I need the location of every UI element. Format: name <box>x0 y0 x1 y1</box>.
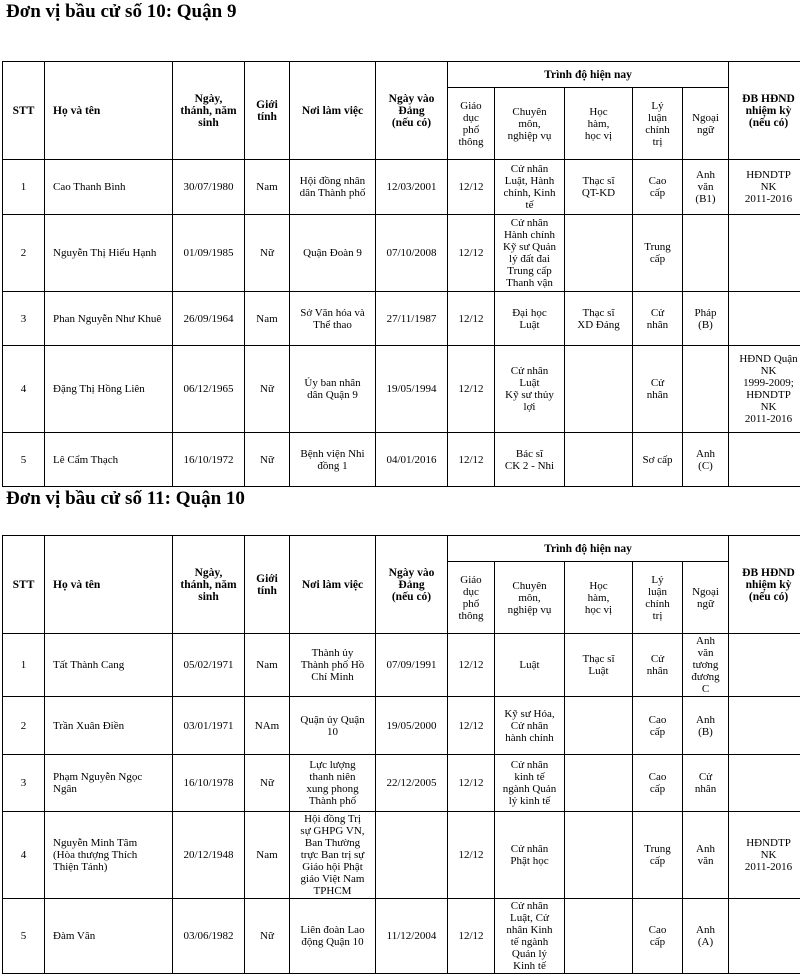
header-ly-luan: Lý luận chính trị <box>633 88 683 160</box>
table-row <box>3 346 800 433</box>
cell-major: Cử nhân Luật, Cử nhân Kinh tế ngành Quản lý Kinh tế <box>495 899 565 974</box>
table-row <box>3 215 800 292</box>
cell-name: Đặng Thị Hồng Liên <box>45 346 173 433</box>
cell-degree <box>565 697 633 755</box>
header-gdpt: Giáo dục phổ thông <box>448 88 495 160</box>
section-title: Đơn vị bầu cử số 10: Quận 9 <box>6 1 236 23</box>
cell-council <box>729 697 800 755</box>
cell-work: Quận Đoàn 9 <box>290 215 376 292</box>
cell-political: Cử nhân <box>633 292 683 346</box>
cell-degree <box>565 215 633 292</box>
cell-party: 19/05/1994 <box>376 346 448 433</box>
header-hoc-ham: Học hàm, học vị <box>565 562 633 634</box>
header-ly-luan: Lý luận chính trị <box>633 562 683 634</box>
cell-gdpt: 12/12 <box>448 433 495 487</box>
cell-political: Sơ cấp <box>633 433 683 487</box>
cell-name: Phan Nguyễn Như Khuê <box>45 292 173 346</box>
cell-dob: 20/12/1948 <box>173 812 245 899</box>
header-ho-ten: Họ và tên <box>45 536 173 634</box>
cell-degree <box>565 812 633 899</box>
cell-work: Quận ủy Quận 10 <box>290 697 376 755</box>
cell-work: Bệnh viện Nhi đồng 1 <box>290 433 376 487</box>
header-ho-ten: Họ và tên <box>45 62 173 160</box>
cell-political: Cao cấp <box>633 755 683 812</box>
cell-gdpt: 12/12 <box>448 215 495 292</box>
cell-dob: 16/10/1972 <box>173 433 245 487</box>
cell-work: Thành ủy Thành phố Hồ Chí Minh <box>290 634 376 697</box>
candidate-table <box>2 61 800 487</box>
cell-gdpt: 12/12 <box>448 697 495 755</box>
cell-party: 07/10/2008 <box>376 215 448 292</box>
cell-party: 12/03/2001 <box>376 160 448 215</box>
header-trinh-do: Trình độ hiện nay <box>448 62 729 88</box>
cell-dob: 30/07/1980 <box>173 160 245 215</box>
table-row <box>3 899 800 974</box>
cell-language: Pháp (B) <box>683 292 729 346</box>
cell-major: Cử nhân Hành chính Kỹ sư Quản lý đất đai Trung cấp Thanh vận <box>495 215 565 292</box>
cell-stt: 3 <box>3 292 45 346</box>
table-row <box>3 755 800 812</box>
header-db-hdnd: ĐB HĐND nhiệm kỳ (nếu có) <box>729 62 800 160</box>
cell-major: Cử nhân Luật Kỹ sư thủy lợi <box>495 346 565 433</box>
cell-stt: 4 <box>3 812 45 899</box>
cell-council: HĐNDTP NK 2011-2016 <box>729 812 800 899</box>
cell-degree <box>565 346 633 433</box>
cell-dob: 03/01/1971 <box>173 697 245 755</box>
cell-language: Anh (B) <box>683 697 729 755</box>
cell-language <box>683 215 729 292</box>
cell-name: Lê Cẩm Thạch <box>45 433 173 487</box>
header-ngay-vao-dang: Ngày vào Đảng (nếu có) <box>376 62 448 160</box>
cell-degree <box>565 755 633 812</box>
table-row <box>3 292 800 346</box>
cell-degree: Thạc sĩ QT-KD <box>565 160 633 215</box>
cell-dob: 16/10/1978 <box>173 755 245 812</box>
cell-name: Nguyễn Minh Tâm (Hòa thượng Thích Thiện Tánh) <box>45 812 173 899</box>
table-row <box>3 812 800 899</box>
cell-stt: 1 <box>3 160 45 215</box>
header-stt: STT <box>3 536 45 634</box>
cell-dob: 05/02/1971 <box>173 634 245 697</box>
cell-council <box>729 755 800 812</box>
cell-work: Hội đồng Trị sự GHPG VN, Ban Thường trực Ban trị sự Giáo hội Phật giáo Việt Nam TPHCM <box>290 812 376 899</box>
cell-name: Nguyễn Thị Hiếu Hạnh <box>45 215 173 292</box>
header-db-hdnd: ĐB HĐND nhiệm kỳ (nếu có) <box>729 536 800 634</box>
cell-language: Anh văn <box>683 812 729 899</box>
cell-language: Anh văn (B1) <box>683 160 729 215</box>
cell-name: Tất Thành Cang <box>45 634 173 697</box>
cell-gender: NAm <box>245 697 290 755</box>
cell-stt: 2 <box>3 215 45 292</box>
cell-dob: 26/09/1964 <box>173 292 245 346</box>
header-gioi-tinh: Giới tính <box>245 536 290 634</box>
cell-major: Kỹ sư Hóa, Cử nhân hành chính <box>495 697 565 755</box>
cell-work: Hội đồng nhân dân Thành phố <box>290 160 376 215</box>
cell-gender: Nữ <box>245 215 290 292</box>
cell-work: Liên đoàn Lao động Quận 10 <box>290 899 376 974</box>
cell-work: Ủy ban nhân dân Quận 9 <box>290 346 376 433</box>
header-ngoai-ngu: Ngoại ngữ <box>683 562 729 634</box>
cell-gender: Nam <box>245 812 290 899</box>
cell-gdpt: 12/12 <box>448 634 495 697</box>
cell-council: HĐND Quận NK 1999-2009; HĐNDTP NK 2011-2016 <box>729 346 800 433</box>
header-noi-lam-viec: Nơi làm việc <box>290 62 376 160</box>
cell-political: Cao cấp <box>633 697 683 755</box>
cell-language <box>683 346 729 433</box>
cell-dob: 03/06/1982 <box>173 899 245 974</box>
cell-work: Sở Văn hóa và Thể thao <box>290 292 376 346</box>
cell-gender: Nam <box>245 634 290 697</box>
cell-party: 11/12/2004 <box>376 899 448 974</box>
cell-work: Lực lượng thanh niên xung phong Thành phố <box>290 755 376 812</box>
cell-council <box>729 899 800 974</box>
section-title: Đơn vị bầu cử số 11: Quận 10 <box>6 488 245 510</box>
cell-major: Cử nhân kinh tế ngành Quản lý kinh tế <box>495 755 565 812</box>
header-ngay-sinh: Ngày, thánh, năm sinh <box>173 536 245 634</box>
cell-gender: Nam <box>245 160 290 215</box>
candidate-table <box>2 535 800 974</box>
cell-gender: Nữ <box>245 346 290 433</box>
cell-name: Đàm Vân <box>45 899 173 974</box>
cell-gdpt: 12/12 <box>448 292 495 346</box>
cell-gdpt: 12/12 <box>448 160 495 215</box>
cell-language: Anh văn tương đương C <box>683 634 729 697</box>
cell-gender: Nữ <box>245 433 290 487</box>
cell-gdpt: 12/12 <box>448 899 495 974</box>
cell-political: Cao cấp <box>633 160 683 215</box>
cell-degree: Thạc sĩ Luật <box>565 634 633 697</box>
header-stt: STT <box>3 62 45 160</box>
cell-political: Cử nhân <box>633 634 683 697</box>
cell-stt: 4 <box>3 346 45 433</box>
cell-degree <box>565 433 633 487</box>
cell-stt: 1 <box>3 634 45 697</box>
cell-major: Đại học Luật <box>495 292 565 346</box>
header-ngay-vao-dang: Ngày vào Đảng (nếu có) <box>376 536 448 634</box>
cell-major: Luật <box>495 634 565 697</box>
cell-language: Cử nhân <box>683 755 729 812</box>
table-row <box>3 433 800 487</box>
cell-major: Cử nhân Luật, Hành chính, Kinh tế <box>495 160 565 215</box>
header-gioi-tinh: Giới tính <box>245 62 290 160</box>
cell-stt: 2 <box>3 697 45 755</box>
cell-council <box>729 634 800 697</box>
cell-political: Cao cấp <box>633 899 683 974</box>
header-ngay-sinh: Ngày, thánh, năm sinh <box>173 62 245 160</box>
cell-stt: 5 <box>3 433 45 487</box>
cell-political: Trung cấp <box>633 215 683 292</box>
cell-stt: 3 <box>3 755 45 812</box>
cell-party: 07/09/1991 <box>376 634 448 697</box>
cell-political: Trung cấp <box>633 812 683 899</box>
cell-gdpt: 12/12 <box>448 812 495 899</box>
cell-language: Anh (C) <box>683 433 729 487</box>
cell-gender: Nam <box>245 292 290 346</box>
cell-degree: Thạc sĩ XD Đảng <box>565 292 633 346</box>
cell-council: HĐNDTP NK 2011-2016 <box>729 160 800 215</box>
header-ngoai-ngu: Ngoại ngữ <box>683 88 729 160</box>
cell-name: Trần Xuân Điền <box>45 697 173 755</box>
cell-dob: 06/12/1965 <box>173 346 245 433</box>
cell-gdpt: 12/12 <box>448 755 495 812</box>
header-trinh-do: Trình độ hiện nay <box>448 536 729 562</box>
table-row <box>3 634 800 697</box>
cell-council <box>729 292 800 346</box>
header-hoc-ham: Học hàm, học vị <box>565 88 633 160</box>
cell-gender: Nữ <box>245 755 290 812</box>
cell-party: 22/12/2005 <box>376 755 448 812</box>
cell-name: Phạm Nguyễn Ngọc Ngân <box>45 755 173 812</box>
cell-stt: 5 <box>3 899 45 974</box>
table-row <box>3 697 800 755</box>
cell-council <box>729 433 800 487</box>
cell-gdpt: 12/12 <box>448 346 495 433</box>
cell-major: Cử nhân Phật học <box>495 812 565 899</box>
cell-degree <box>565 899 633 974</box>
header-chuyen-mon: Chuyên môn, nghiệp vụ <box>495 562 565 634</box>
cell-party: 27/11/1987 <box>376 292 448 346</box>
cell-council <box>729 215 800 292</box>
cell-major: Bác sĩ CK 2 - Nhi <box>495 433 565 487</box>
cell-gender: Nữ <box>245 899 290 974</box>
cell-dob: 01/09/1985 <box>173 215 245 292</box>
cell-political: Cử nhân <box>633 346 683 433</box>
cell-language: Anh (A) <box>683 899 729 974</box>
cell-party: 04/01/2016 <box>376 433 448 487</box>
cell-name: Cao Thanh Bình <box>45 160 173 215</box>
header-gdpt: Giáo dục phổ thông <box>448 562 495 634</box>
cell-party <box>376 812 448 899</box>
header-noi-lam-viec: Nơi làm việc <box>290 536 376 634</box>
cell-party: 19/05/2000 <box>376 697 448 755</box>
table-row <box>3 160 800 215</box>
header-chuyen-mon: Chuyên môn, nghiệp vụ <box>495 88 565 160</box>
